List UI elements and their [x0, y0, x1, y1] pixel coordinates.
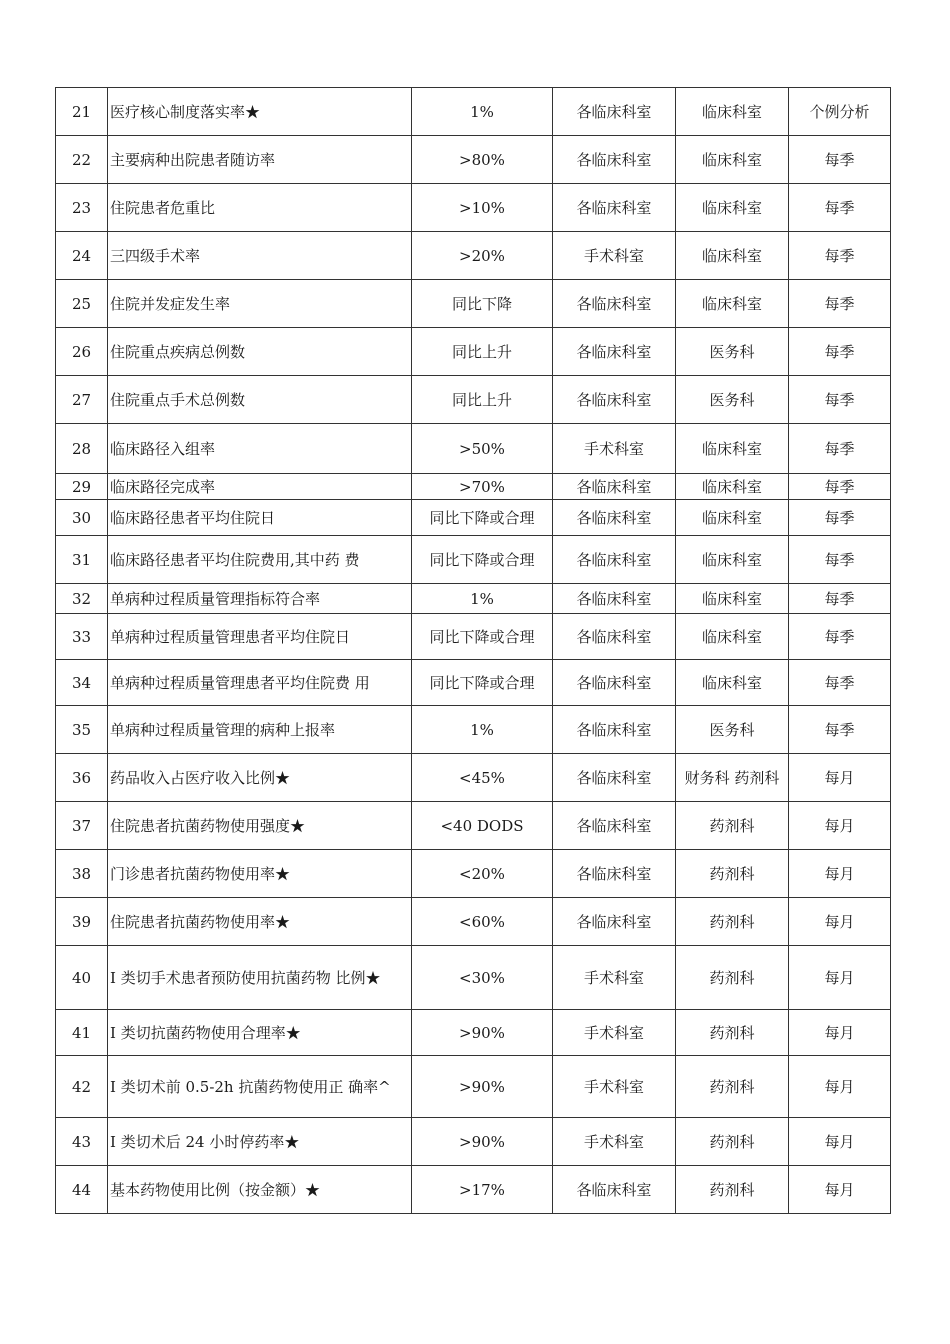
row-number: 26	[56, 328, 108, 376]
monitoring-frequency: 每季	[789, 614, 891, 660]
target-value: 同比下降或合理	[412, 536, 553, 584]
responsible-department: 财务科 药剂科	[676, 754, 789, 802]
table-row	[56, 946, 891, 1010]
table-row	[56, 660, 891, 706]
table-row	[56, 584, 891, 614]
applicable-scope: 各临床科室	[553, 850, 676, 898]
indicator-name: 单病种过程质量管理患者平均住院日	[108, 614, 412, 660]
monitoring-frequency: 每月	[789, 1010, 891, 1056]
applicable-scope: 各临床科室	[553, 328, 676, 376]
monitoring-frequency: 每月	[789, 946, 891, 1010]
target-value: 同比上升	[412, 328, 553, 376]
monitoring-frequency: 每季	[789, 136, 891, 184]
target-value: <30%	[412, 946, 553, 1010]
table-row	[56, 1166, 891, 1214]
row-number: 23	[56, 184, 108, 232]
row-number: 27	[56, 376, 108, 424]
responsible-department: 临床科室	[676, 88, 789, 136]
monitoring-frequency: 每月	[789, 1166, 891, 1214]
table-row	[56, 1010, 891, 1056]
indicator-name: 住院重点疾病总例数	[108, 328, 412, 376]
indicator-name: 住院患者危重比	[108, 184, 412, 232]
target-value: 同比下降或合理	[412, 660, 553, 706]
row-number: 30	[56, 500, 108, 536]
responsible-department: 药剂科	[676, 1010, 789, 1056]
table-row	[56, 376, 891, 424]
monitoring-frequency: 每月	[789, 754, 891, 802]
table-row	[56, 536, 891, 584]
indicator-name: I 类切术后 24 小时停药率★	[108, 1118, 412, 1166]
table-row	[56, 1056, 891, 1118]
monitoring-frequency: 每季	[789, 328, 891, 376]
applicable-scope: 各临床科室	[553, 280, 676, 328]
responsible-department: 临床科室	[676, 232, 789, 280]
monitoring-frequency: 每月	[789, 898, 891, 946]
table-row	[56, 136, 891, 184]
table-row	[56, 184, 891, 232]
indicator-name: 单病种过程质量管理患者平均住院费 用	[108, 660, 412, 706]
responsible-department: 药剂科	[676, 850, 789, 898]
responsible-department: 临床科室	[676, 584, 789, 614]
table-row	[56, 474, 891, 500]
table-row	[56, 424, 891, 474]
monitoring-frequency: 每季	[789, 474, 891, 500]
row-number: 21	[56, 88, 108, 136]
applicable-scope: 各临床科室	[553, 614, 676, 660]
row-number: 33	[56, 614, 108, 660]
row-number: 37	[56, 802, 108, 850]
monitoring-frequency: 每季	[789, 184, 891, 232]
indicator-name: 基本药物使用比例（按金额）★	[108, 1166, 412, 1214]
row-number: 44	[56, 1166, 108, 1214]
applicable-scope: 各临床科室	[553, 136, 676, 184]
responsible-department: 药剂科	[676, 898, 789, 946]
applicable-scope: 各临床科室	[553, 536, 676, 584]
indicator-name: 临床路径患者平均住院日	[108, 500, 412, 536]
row-number: 38	[56, 850, 108, 898]
indicator-name: 住院重点手术总例数	[108, 376, 412, 424]
target-value: >70%	[412, 474, 553, 500]
table-row	[56, 850, 891, 898]
row-number: 36	[56, 754, 108, 802]
target-value: >90%	[412, 1010, 553, 1056]
row-number: 34	[56, 660, 108, 706]
applicable-scope: 各临床科室	[553, 754, 676, 802]
responsible-department: 药剂科	[676, 1166, 789, 1214]
responsible-department: 医务科	[676, 706, 789, 754]
indicator-name: 单病种过程质量管理指标符合率	[108, 584, 412, 614]
responsible-department: 药剂科	[676, 1118, 789, 1166]
table-row	[56, 280, 891, 328]
monitoring-frequency: 每季	[789, 424, 891, 474]
indicator-name: I 类切术前 0.5-2h 抗菌药物使用正 确率^	[108, 1056, 412, 1118]
responsible-department: 临床科室	[676, 474, 789, 500]
row-number: 32	[56, 584, 108, 614]
target-value: 1%	[412, 584, 553, 614]
applicable-scope: 各临床科室	[553, 706, 676, 754]
indicator-name: 临床路径患者平均住院费用,其中药 费	[108, 536, 412, 584]
monitoring-frequency: 每季	[789, 706, 891, 754]
applicable-scope: 手术科室	[553, 1010, 676, 1056]
indicator-table	[55, 87, 891, 1214]
target-value: >80%	[412, 136, 553, 184]
table-row	[56, 328, 891, 376]
row-number: 28	[56, 424, 108, 474]
responsible-department: 临床科室	[676, 536, 789, 584]
target-value: 1%	[412, 88, 553, 136]
indicator-name: 单病种过程质量管理的病种上报率	[108, 706, 412, 754]
monitoring-frequency: 每季	[789, 584, 891, 614]
monitoring-frequency: 每季	[789, 660, 891, 706]
monitoring-frequency: 每月	[789, 850, 891, 898]
row-number: 31	[56, 536, 108, 584]
monitoring-frequency: 每月	[789, 1056, 891, 1118]
target-value: >90%	[412, 1056, 553, 1118]
row-number: 41	[56, 1010, 108, 1056]
row-number: 40	[56, 946, 108, 1010]
row-number: 29	[56, 474, 108, 500]
monitoring-frequency: 每月	[789, 1118, 891, 1166]
responsible-department: 临床科室	[676, 184, 789, 232]
indicator-name: 门诊患者抗菌药物使用率★	[108, 850, 412, 898]
row-number: 25	[56, 280, 108, 328]
responsible-department: 临床科室	[676, 614, 789, 660]
applicable-scope: 手术科室	[553, 232, 676, 280]
indicator-table-body	[56, 88, 891, 1214]
row-number: 22	[56, 136, 108, 184]
monitoring-frequency: 每月	[789, 802, 891, 850]
responsible-department: 临床科室	[676, 660, 789, 706]
monitoring-frequency: 每季	[789, 500, 891, 536]
applicable-scope: 手术科室	[553, 1118, 676, 1166]
table-row	[56, 706, 891, 754]
target-value: <45%	[412, 754, 553, 802]
applicable-scope: 各临床科室	[553, 584, 676, 614]
indicator-name: 医疗核心制度落实率★	[108, 88, 412, 136]
responsible-department: 临床科室	[676, 424, 789, 474]
applicable-scope: 各临床科室	[553, 376, 676, 424]
indicator-name: 三四级手术率	[108, 232, 412, 280]
applicable-scope: 各临床科室	[553, 660, 676, 706]
target-value: >90%	[412, 1118, 553, 1166]
table-row	[56, 1118, 891, 1166]
responsible-department: 医务科	[676, 376, 789, 424]
target-value: >50%	[412, 424, 553, 474]
indicator-name: 住院患者抗菌药物使用强度★	[108, 802, 412, 850]
row-number: 42	[56, 1056, 108, 1118]
indicator-name: 住院并发症发生率	[108, 280, 412, 328]
table-row	[56, 802, 891, 850]
applicable-scope: 手术科室	[553, 946, 676, 1010]
applicable-scope: 各临床科室	[553, 1166, 676, 1214]
target-value: 1%	[412, 706, 553, 754]
monitoring-frequency: 每季	[789, 536, 891, 584]
responsible-department: 药剂科	[676, 946, 789, 1010]
applicable-scope: 各临床科室	[553, 88, 676, 136]
target-value: 同比下降或合理	[412, 614, 553, 660]
row-number: 24	[56, 232, 108, 280]
row-number: 35	[56, 706, 108, 754]
indicator-name: 药品收入占医疗收入比例★	[108, 754, 412, 802]
indicator-name: I 类切手术患者预防使用抗菌药物 比例★	[108, 946, 412, 1010]
monitoring-frequency: 每季	[789, 232, 891, 280]
target-value: 同比下降	[412, 280, 553, 328]
table-row	[56, 232, 891, 280]
responsible-department: 临床科室	[676, 136, 789, 184]
target-value: 同比上升	[412, 376, 553, 424]
applicable-scope: 各临床科室	[553, 898, 676, 946]
target-value: >17%	[412, 1166, 553, 1214]
responsible-department: 药剂科	[676, 1056, 789, 1118]
monitoring-frequency: 每季	[789, 376, 891, 424]
applicable-scope: 各临床科室	[553, 474, 676, 500]
table-row	[56, 88, 891, 136]
applicable-scope: 各临床科室	[553, 500, 676, 536]
indicator-name: 临床路径完成率	[108, 474, 412, 500]
target-value: >20%	[412, 232, 553, 280]
target-value: <20%	[412, 850, 553, 898]
monitoring-frequency: 每季	[789, 280, 891, 328]
applicable-scope: 各临床科室	[553, 802, 676, 850]
monitoring-frequency: 个例分析	[789, 88, 891, 136]
target-value: <60%	[412, 898, 553, 946]
row-number: 39	[56, 898, 108, 946]
indicator-name: 主要病种出院患者随访率	[108, 136, 412, 184]
responsible-department: 药剂科	[676, 802, 789, 850]
applicable-scope: 各临床科室	[553, 184, 676, 232]
responsible-department: 医务科	[676, 328, 789, 376]
table-row	[56, 614, 891, 660]
table-row	[56, 898, 891, 946]
target-value: <40 DODS	[412, 802, 553, 850]
table-row	[56, 500, 891, 536]
responsible-department: 临床科室	[676, 500, 789, 536]
applicable-scope: 手术科室	[553, 424, 676, 474]
applicable-scope: 手术科室	[553, 1056, 676, 1118]
indicator-name: I 类切抗菌药物使用合理率★	[108, 1010, 412, 1056]
target-value: 同比下降或合理	[412, 500, 553, 536]
table-row	[56, 754, 891, 802]
row-number: 43	[56, 1118, 108, 1166]
indicator-name: 住院患者抗菌药物使用率★	[108, 898, 412, 946]
indicator-name: 临床路径入组率	[108, 424, 412, 474]
target-value: >10%	[412, 184, 553, 232]
responsible-department: 临床科室	[676, 280, 789, 328]
